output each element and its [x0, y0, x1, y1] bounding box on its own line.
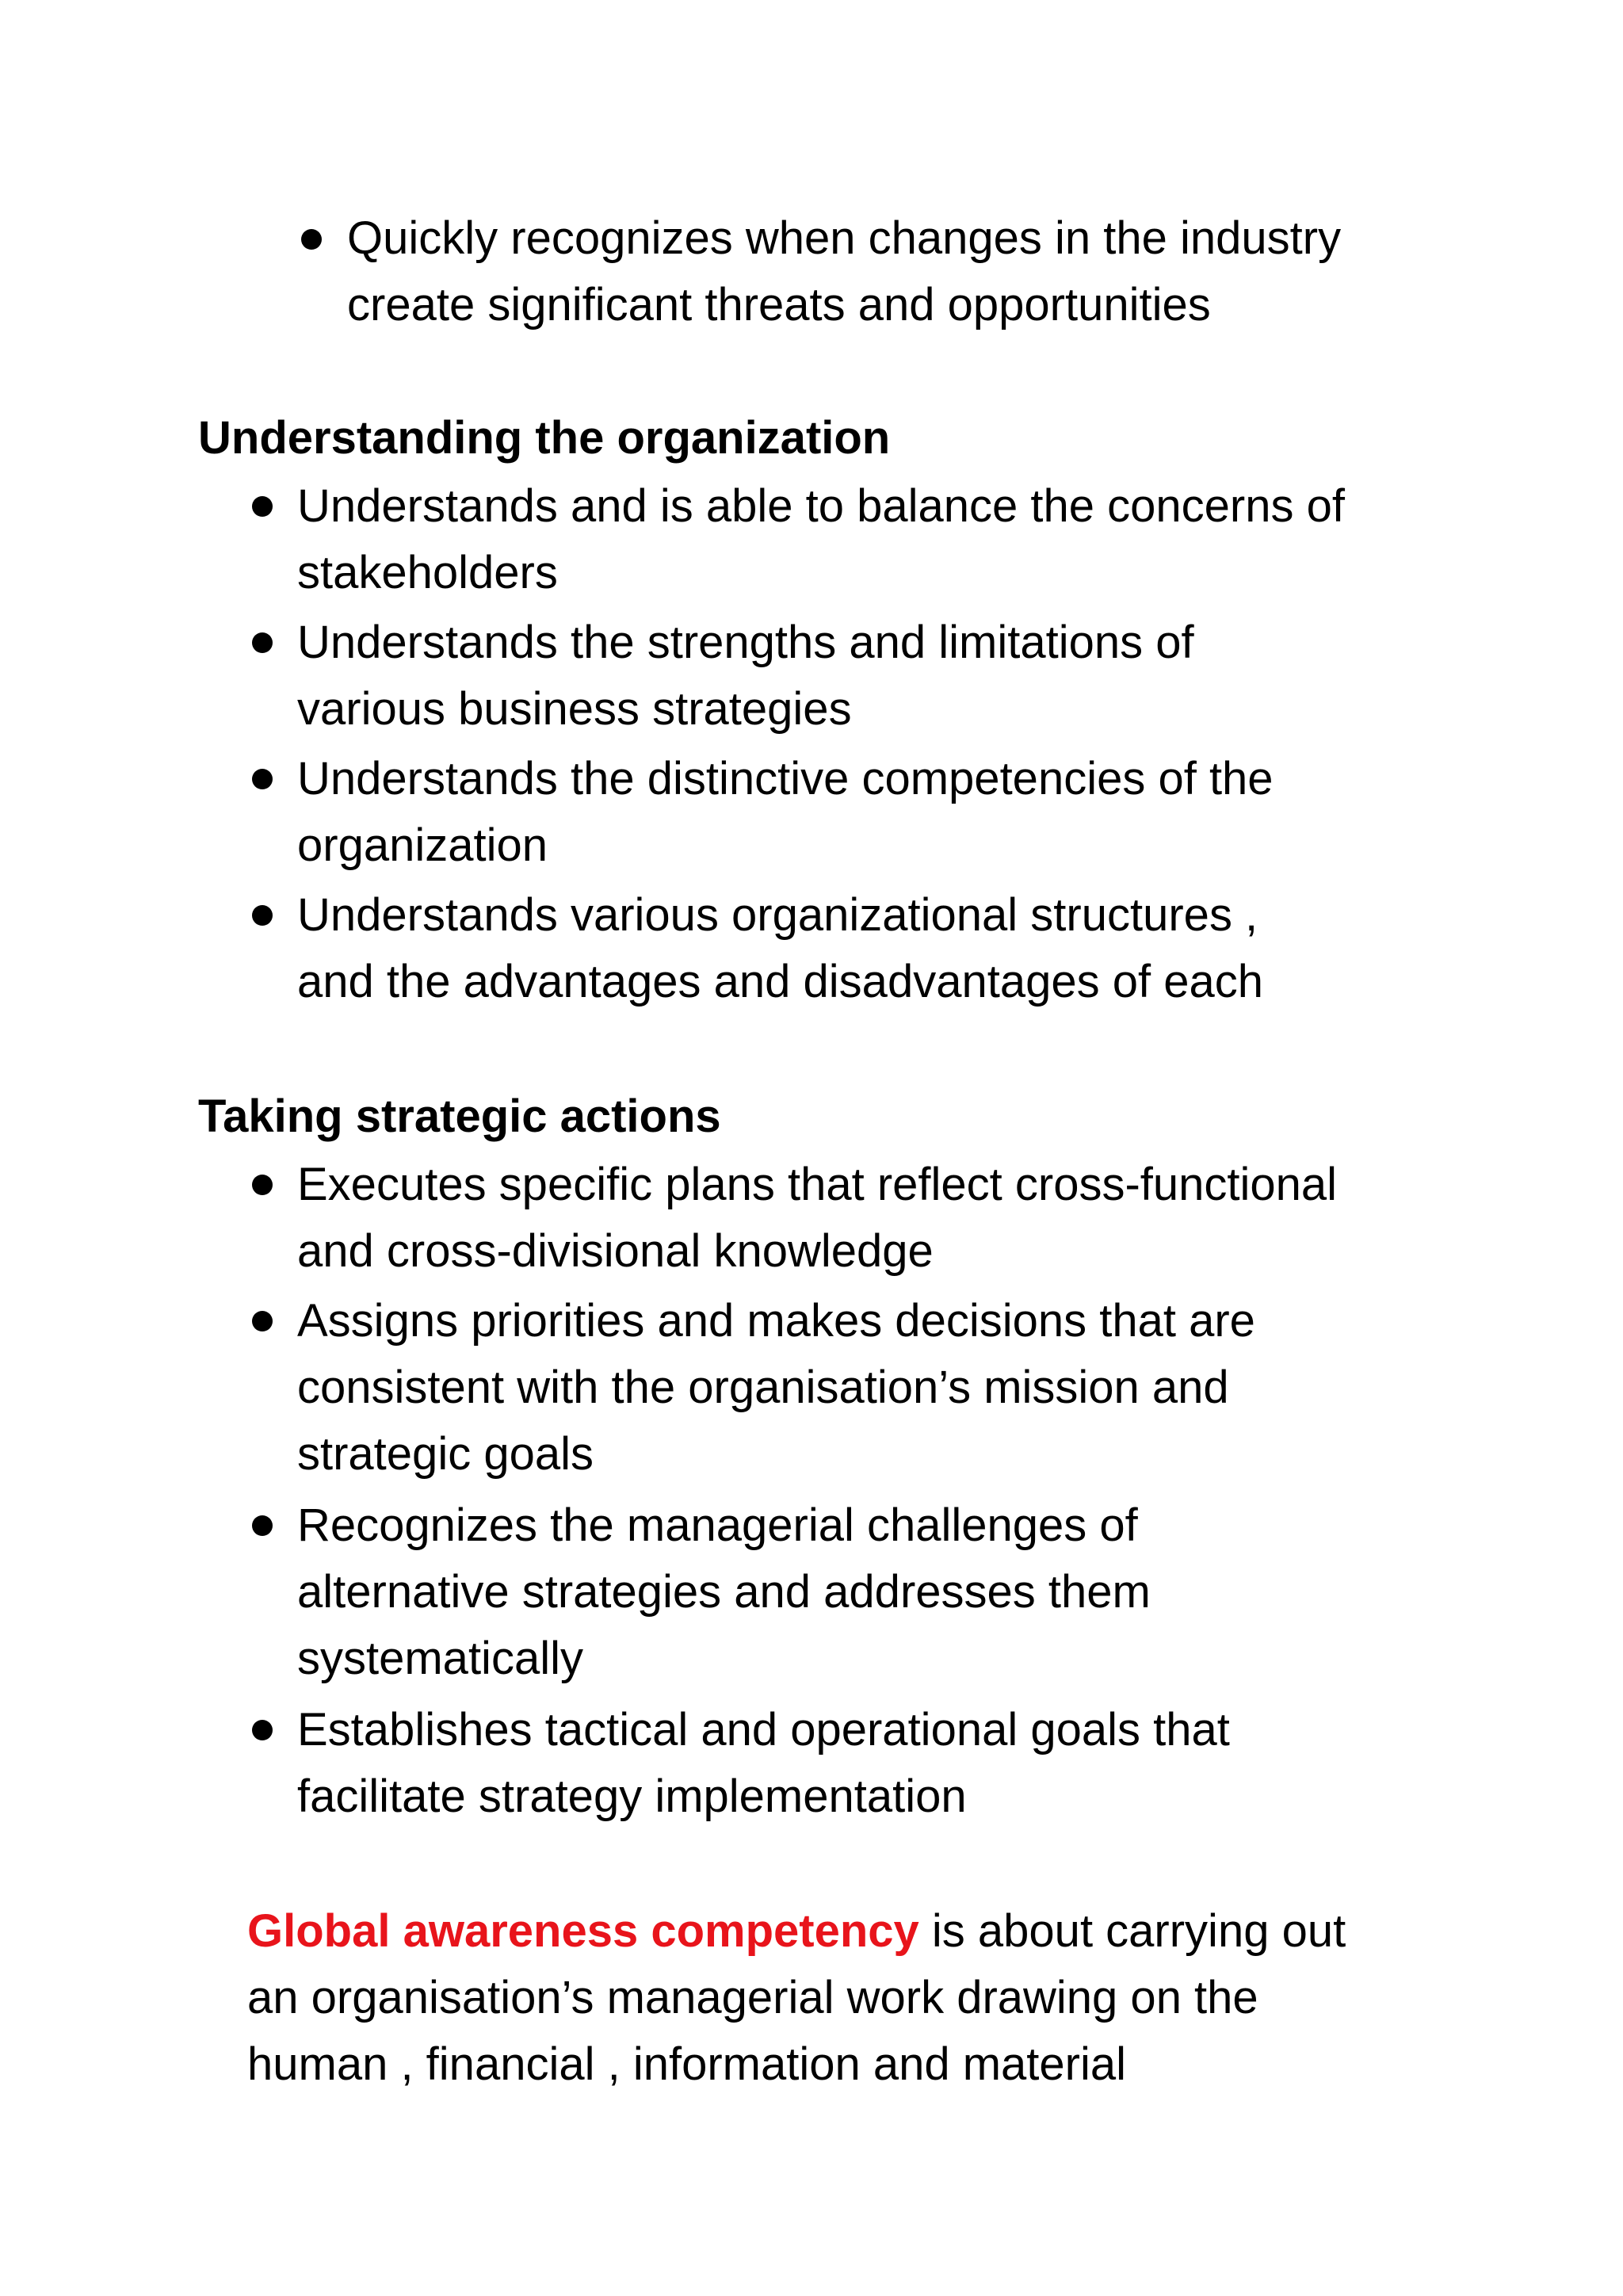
highlighted-term: Global awareness competency [247, 1905, 919, 1957]
paragraph-line: an organisation’s managerial work drawing on the [247, 1972, 1258, 2023]
list-item-line: Understands the distinctive competencies of the [297, 753, 1274, 804]
bullet-icon [301, 229, 322, 250]
list-item-line: systematically [297, 1633, 583, 1684]
list-item-line: Executes specific plans that reflect cross-functional [297, 1159, 1338, 1210]
list-item-line: Assigns priorities and makes decisions that are [297, 1295, 1255, 1347]
section-heading: Understanding the organization [198, 412, 891, 464]
list-item-line: Understands and is able to balance the concerns of [297, 480, 1345, 532]
bullet-icon [252, 1720, 273, 1740]
section-heading: Taking strategic actions [198, 1091, 721, 1142]
list-item-line: Understands the strengths and limitations of [297, 617, 1194, 668]
list-item-line: strategic goals [297, 1428, 594, 1480]
list-item-line: alternative strategies and addresses them [297, 1566, 1151, 1618]
list-item-line: Understands various organizational structures , [297, 889, 1258, 941]
list-item-line: stakeholders [297, 547, 558, 598]
list-item-line: organization [297, 819, 548, 871]
bullet-icon [252, 1175, 273, 1195]
list-item-line: Recognizes the managerial challenges of [297, 1499, 1138, 1551]
list-item-line: and the advantages and disadvantages of each [297, 956, 1263, 1007]
bullet-icon [252, 1311, 273, 1331]
bullet-icon [252, 1515, 273, 1536]
list-item-line: consistent with the organisation’s mission and [297, 1362, 1229, 1413]
list-item-line: Establishes tactical and operational goals that [297, 1704, 1230, 1755]
list-item-line: Quickly recognizes when changes in the industry [347, 212, 1342, 264]
bullet-icon [252, 632, 273, 653]
bullet-icon [252, 496, 273, 517]
bullet-icon [252, 769, 273, 789]
list-item-line: facilitate strategy implementation [297, 1771, 967, 1822]
list-item-line: and cross-divisional knowledge [297, 1225, 934, 1277]
paragraph-line: human , financial , information and material [247, 2038, 1127, 2090]
paragraph-line [247, 1897, 1346, 1966]
paragraph-text: is about carrying out [918, 1905, 1346, 1957]
list-item-line: various business strategies [297, 683, 852, 735]
bullet-icon [252, 905, 273, 926]
list-item-line: create significant threats and opportunities [347, 279, 1211, 330]
